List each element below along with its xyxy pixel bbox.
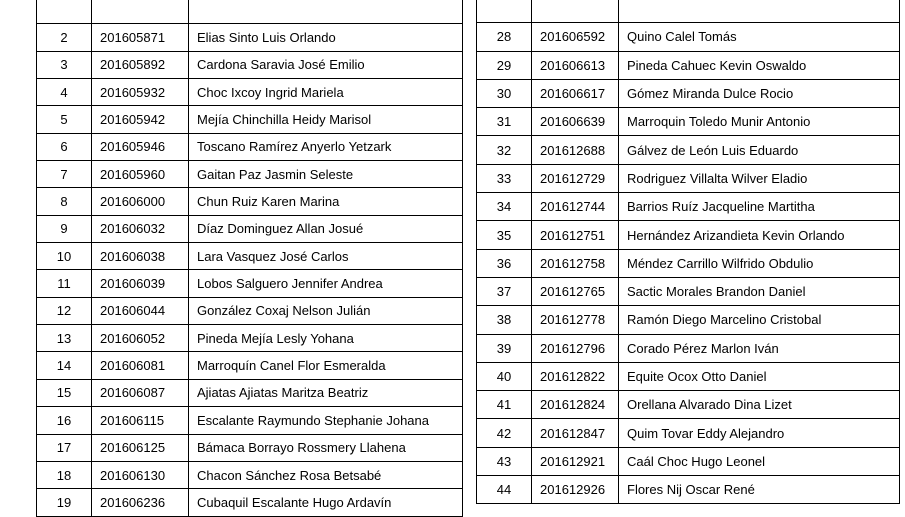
- row-number: 33: [477, 164, 532, 192]
- table-row: [477, 277, 900, 305]
- row-number: 30: [477, 79, 532, 107]
- student-name: Elias Sinto Luis Orlando: [189, 24, 463, 51]
- table-row: [477, 334, 900, 362]
- student-name: Escalante Raymundo Stephanie Johana: [189, 407, 463, 434]
- student-name: Bámaca Borrayo Rossmery Llahena: [189, 434, 463, 461]
- table-row: [37, 106, 463, 133]
- table-row: [37, 489, 463, 516]
- row-number: 42: [477, 419, 532, 447]
- student-name: [189, 0, 463, 24]
- table-row: [477, 362, 900, 390]
- student-id: 201606044: [92, 297, 189, 324]
- student-id: 201606613: [532, 51, 619, 79]
- student-name: Hernández Arizandieta Kevin Orlando: [619, 221, 900, 249]
- student-name: Caál Choc Hugo Leonel: [619, 447, 900, 475]
- student-name: Gaitan Paz Jasmin Seleste: [189, 161, 463, 188]
- student-id: 201612847: [532, 419, 619, 447]
- student-name: Flores Nij Oscar René: [619, 476, 900, 504]
- student-id: 201605942: [92, 106, 189, 133]
- row-number: 37: [477, 277, 532, 305]
- row-number: 11: [37, 270, 92, 297]
- student-name: Barrios Ruíz Jacqueline Martitha: [619, 193, 900, 221]
- row-number: 40: [477, 362, 532, 390]
- table-row: [37, 379, 463, 406]
- student-id: 201605960: [92, 161, 189, 188]
- student-name: Cubaquil Escalante Hugo Ardavín: [189, 489, 463, 516]
- row-number: 3: [37, 51, 92, 78]
- student-name: Pineda Mejía Lesly Yohana: [189, 325, 463, 352]
- row-number: [477, 0, 532, 23]
- row-number: 5: [37, 106, 92, 133]
- student-id: 201605946: [92, 133, 189, 160]
- student-name: Quim Tovar Eddy Alejandro: [619, 419, 900, 447]
- row-number: 8: [37, 188, 92, 215]
- table-row: [37, 161, 463, 188]
- student-id: 201606592: [532, 23, 619, 51]
- table-row: [37, 434, 463, 461]
- row-number: 17: [37, 434, 92, 461]
- student-id: 201606038: [92, 243, 189, 270]
- table-row: [477, 51, 900, 79]
- student-name: Lobos Salguero Jennifer Andrea: [189, 270, 463, 297]
- student-name: Lara Vasquez José Carlos: [189, 243, 463, 270]
- student-name: Mejía Chinchilla Heidy Marisol: [189, 106, 463, 133]
- student-id: [92, 0, 189, 24]
- student-id: 201612926: [532, 476, 619, 504]
- table-row: [477, 23, 900, 51]
- table-row: [477, 249, 900, 277]
- row-number: 10: [37, 243, 92, 270]
- student-id: 201612729: [532, 164, 619, 192]
- student-id: 201612751: [532, 221, 619, 249]
- row-number: 16: [37, 407, 92, 434]
- student-id: 201606000: [92, 188, 189, 215]
- student-name: Marroquín Canel Flor Esmeralda: [189, 352, 463, 379]
- table-row: [477, 419, 900, 447]
- student-name: Ramón Diego Marcelino Cristobal: [619, 306, 900, 334]
- row-number: 38: [477, 306, 532, 334]
- row-number: 32: [477, 136, 532, 164]
- student-name: Chun Ruiz Karen Marina: [189, 188, 463, 215]
- student-table-left-body: [37, 0, 463, 516]
- student-id: 201605892: [92, 51, 189, 78]
- student-id: 201612758: [532, 249, 619, 277]
- student-table-left: [36, 0, 463, 517]
- student-id: 201606087: [92, 379, 189, 406]
- student-id: 201606032: [92, 215, 189, 242]
- table-row: [37, 188, 463, 215]
- row-number: 29: [477, 51, 532, 79]
- row-number: 19: [37, 489, 92, 516]
- student-name: [619, 0, 900, 23]
- row-number: 34: [477, 193, 532, 221]
- student-name: Orellana Alvarado Dina Lizet: [619, 391, 900, 419]
- student-id: 201606039: [92, 270, 189, 297]
- student-id: 201606115: [92, 407, 189, 434]
- student-name: González Coxaj Nelson Julián: [189, 297, 463, 324]
- student-name: Corado Pérez Marlon Iván: [619, 334, 900, 362]
- row-number: 28: [477, 23, 532, 51]
- table-row: [477, 391, 900, 419]
- student-name: Rodriguez Villalta Wilver Eladio: [619, 164, 900, 192]
- table-row: [37, 407, 463, 434]
- table-row: [37, 461, 463, 488]
- table-row: [37, 0, 463, 24]
- table-row: [37, 243, 463, 270]
- row-number: 35: [477, 221, 532, 249]
- table-row: [37, 325, 463, 352]
- student-id: 201612921: [532, 447, 619, 475]
- student-id: 201606081: [92, 352, 189, 379]
- row-number: 15: [37, 379, 92, 406]
- table-row: [37, 133, 463, 160]
- table-row: [477, 306, 900, 334]
- table-row: [477, 447, 900, 475]
- row-number: 7: [37, 161, 92, 188]
- student-name: Ajiatas Ajiatas Maritza Beatriz: [189, 379, 463, 406]
- table-row: [37, 297, 463, 324]
- row-number: [37, 0, 92, 24]
- student-name: Chacon Sánchez Rosa Betsabé: [189, 461, 463, 488]
- student-id: 201612688: [532, 136, 619, 164]
- table-row: [477, 221, 900, 249]
- row-number: 14: [37, 352, 92, 379]
- row-number: 13: [37, 325, 92, 352]
- table-row: [37, 215, 463, 242]
- student-name: Cardona Saravia José Emilio: [189, 51, 463, 78]
- student-name: Quino Calel Tomás: [619, 23, 900, 51]
- student-name: Méndez Carrillo Wilfrido Obdulio: [619, 249, 900, 277]
- row-number: 18: [37, 461, 92, 488]
- row-number: 12: [37, 297, 92, 324]
- table-row: [477, 108, 900, 136]
- table-row: [37, 352, 463, 379]
- table-row: [37, 270, 463, 297]
- table-row: [37, 51, 463, 78]
- student-name: Choc Ixcoy Ingrid Mariela: [189, 79, 463, 106]
- student-id: [532, 0, 619, 23]
- table-row: [477, 164, 900, 192]
- student-id: 201612765: [532, 277, 619, 305]
- table-row: [477, 79, 900, 107]
- row-number: 6: [37, 133, 92, 160]
- student-id: 201612822: [532, 362, 619, 390]
- table-row: [477, 0, 900, 23]
- row-number: 44: [477, 476, 532, 504]
- student-name: Gómez Miranda Dulce Rocio: [619, 79, 900, 107]
- student-table-right-body: [477, 0, 900, 504]
- row-number: 31: [477, 108, 532, 136]
- student-id: 201612744: [532, 193, 619, 221]
- student-id: 201605932: [92, 79, 189, 106]
- student-name: Marroquin Toledo Munir Antonio: [619, 108, 900, 136]
- row-number: 43: [477, 447, 532, 475]
- student-id: 201612778: [532, 306, 619, 334]
- row-number: 2: [37, 24, 92, 51]
- row-number: 4: [37, 79, 92, 106]
- student-table-right: [476, 0, 900, 504]
- student-name: Gálvez de León Luis Eduardo: [619, 136, 900, 164]
- student-id: 201606130: [92, 461, 189, 488]
- student-id: 201612824: [532, 391, 619, 419]
- row-number: 39: [477, 334, 532, 362]
- table-row: [37, 24, 463, 51]
- student-id: 201612796: [532, 334, 619, 362]
- student-id: 201606236: [92, 489, 189, 516]
- student-name: Sactic Morales Brandon Daniel: [619, 277, 900, 305]
- row-number: 36: [477, 249, 532, 277]
- student-name: Díaz Dominguez Allan Josué: [189, 215, 463, 242]
- student-id: 201606125: [92, 434, 189, 461]
- student-name: Pineda Cahuec Kevin Oswaldo: [619, 51, 900, 79]
- row-number: 9: [37, 215, 92, 242]
- student-id: 201606617: [532, 79, 619, 107]
- row-number: 41: [477, 391, 532, 419]
- student-name: Toscano Ramírez Anyerlo Yetzark: [189, 133, 463, 160]
- student-id: 201605871: [92, 24, 189, 51]
- table-row: [37, 79, 463, 106]
- student-name: Equite Ocox Otto Daniel: [619, 362, 900, 390]
- student-id: 201606639: [532, 108, 619, 136]
- table-row: [477, 136, 900, 164]
- table-row: [477, 193, 900, 221]
- student-id: 201606052: [92, 325, 189, 352]
